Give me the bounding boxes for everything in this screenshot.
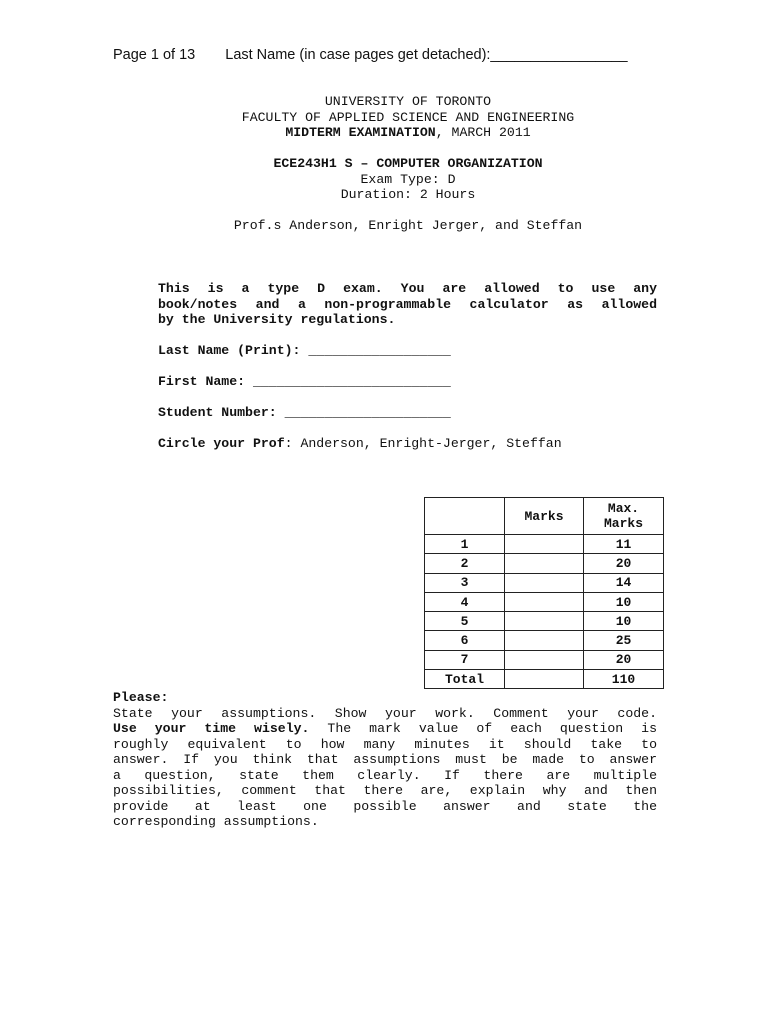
marks-cell[interactable] xyxy=(505,631,584,650)
table-row xyxy=(425,631,664,650)
please-line-8: corresponding assumptions. xyxy=(113,814,319,829)
circle-prof-field[interactable] xyxy=(158,436,562,451)
please-line-3: roughly equivalent to how many minutes it should take to xyxy=(113,736,657,752)
max-marks-cell: 14 xyxy=(584,573,664,592)
question-number: 4 xyxy=(425,592,505,611)
circle-prof-options[interactable]: : Anderson, Enright-Jerger, Steffan xyxy=(284,436,562,451)
question-number: 5 xyxy=(425,612,505,631)
marks-cell[interactable] xyxy=(505,573,584,592)
instructions-line-3: by the University regulations. xyxy=(158,312,396,327)
total-marks-cell[interactable] xyxy=(505,670,584,689)
professors-line xyxy=(113,218,703,234)
instructions-line-1: This is a type D exam. You are allowed to use any xyxy=(158,281,657,296)
header-max-line-1: Max. xyxy=(607,501,640,516)
table-row xyxy=(425,573,664,592)
time-wisely-text: Use your time wisely. xyxy=(113,721,310,736)
marks-cell[interactable] xyxy=(505,612,584,631)
instructions-line-2: book/notes and a non-programmable calculator as allowed xyxy=(158,296,657,312)
max-marks-cell: 11 xyxy=(584,535,664,554)
exam-title-bold: MIDTERM EXAMINATION xyxy=(285,125,436,140)
question-number: 6 xyxy=(425,631,505,650)
max-marks-cell: 10 xyxy=(584,592,664,611)
title-block xyxy=(113,94,703,141)
please-line-6: possibilities, comment that there are, explain why and then xyxy=(113,783,657,798)
page-number: Page 1 of 13 xyxy=(113,47,196,63)
last-name-label: Last Name (Print): xyxy=(158,343,301,358)
marks-cell[interactable] xyxy=(505,592,584,611)
marks-cell[interactable] xyxy=(505,535,584,554)
total-row xyxy=(425,670,664,689)
table-row xyxy=(425,612,664,631)
university-name: UNIVERSITY OF TORONTO xyxy=(324,94,492,109)
total-max-marks: 110 xyxy=(584,670,664,689)
table-row xyxy=(425,650,664,669)
please-line-5: a question, state them clearly. If there are multiple xyxy=(113,767,657,783)
table-row xyxy=(425,592,664,611)
please-heading-text: Please: xyxy=(113,690,169,705)
max-marks-cell: 10 xyxy=(584,612,664,631)
first-name-field[interactable] xyxy=(158,374,451,389)
marks-cell[interactable] xyxy=(505,650,584,669)
header-max-marks xyxy=(584,498,664,535)
header-marks: Marks xyxy=(505,498,584,535)
please-line-4: answer. If you think that assumptions must be made to answer xyxy=(113,752,657,767)
question-number: 7 xyxy=(425,650,505,669)
professors: Prof.s Anderson, Enright Jerger, and Steffan xyxy=(233,218,583,233)
question-number: 2 xyxy=(425,554,505,573)
header-question xyxy=(425,498,505,535)
circle-prof-label: Circle your Prof xyxy=(158,436,285,451)
max-marks-cell: 20 xyxy=(584,554,664,573)
exam-duration: Duration: 2 Hours xyxy=(340,187,476,202)
student-number-label: Student Number: xyxy=(158,405,277,420)
please-line-7: provide at least one possible answer and state the xyxy=(113,798,657,814)
faculty-name: FACULTY OF APPLIED SCIENCE AND ENGINEERING xyxy=(241,109,575,125)
table-row xyxy=(425,554,664,573)
please-line-2 xyxy=(113,721,657,737)
question-number: 1 xyxy=(425,535,505,554)
question-number: 3 xyxy=(425,573,505,592)
page-header xyxy=(113,47,628,63)
header-max-line-2: Marks xyxy=(603,516,643,531)
max-marks-cell: 25 xyxy=(584,631,664,650)
exam-instructions xyxy=(158,281,657,328)
detached-last-name-line: Last Name (in case pages get detached):_________________ xyxy=(225,47,628,63)
first-name-blank[interactable]: _________________________ xyxy=(252,374,451,389)
last-name-blank[interactable]: __________________ xyxy=(308,343,451,358)
course-block xyxy=(113,156,703,203)
exam-date: , MARCH 2011 xyxy=(435,125,531,140)
please-line-2-rest: The mark value of each question is xyxy=(309,721,657,736)
student-number-blank[interactable]: _____________________ xyxy=(284,405,451,420)
course-title xyxy=(113,156,703,172)
marks-table xyxy=(424,497,664,689)
total-label: Total xyxy=(425,670,505,689)
please-line-1: State your assumptions. Show your work. Comment your code. xyxy=(113,705,657,721)
max-marks-cell: 20 xyxy=(584,650,664,669)
marks-cell[interactable] xyxy=(505,554,584,573)
exam-type: Exam Type: D xyxy=(360,171,456,187)
student-number-field[interactable] xyxy=(158,405,451,420)
course-title-text: ECE243H1 S – COMPUTER ORGANIZATION xyxy=(273,156,543,171)
marks-table-header xyxy=(425,498,664,535)
please-heading xyxy=(113,690,657,706)
first-name-label: First Name: xyxy=(158,374,246,389)
table-row xyxy=(425,535,664,554)
last-name-field[interactable] xyxy=(158,343,451,358)
exam-title xyxy=(113,125,703,141)
please-section xyxy=(113,690,657,830)
